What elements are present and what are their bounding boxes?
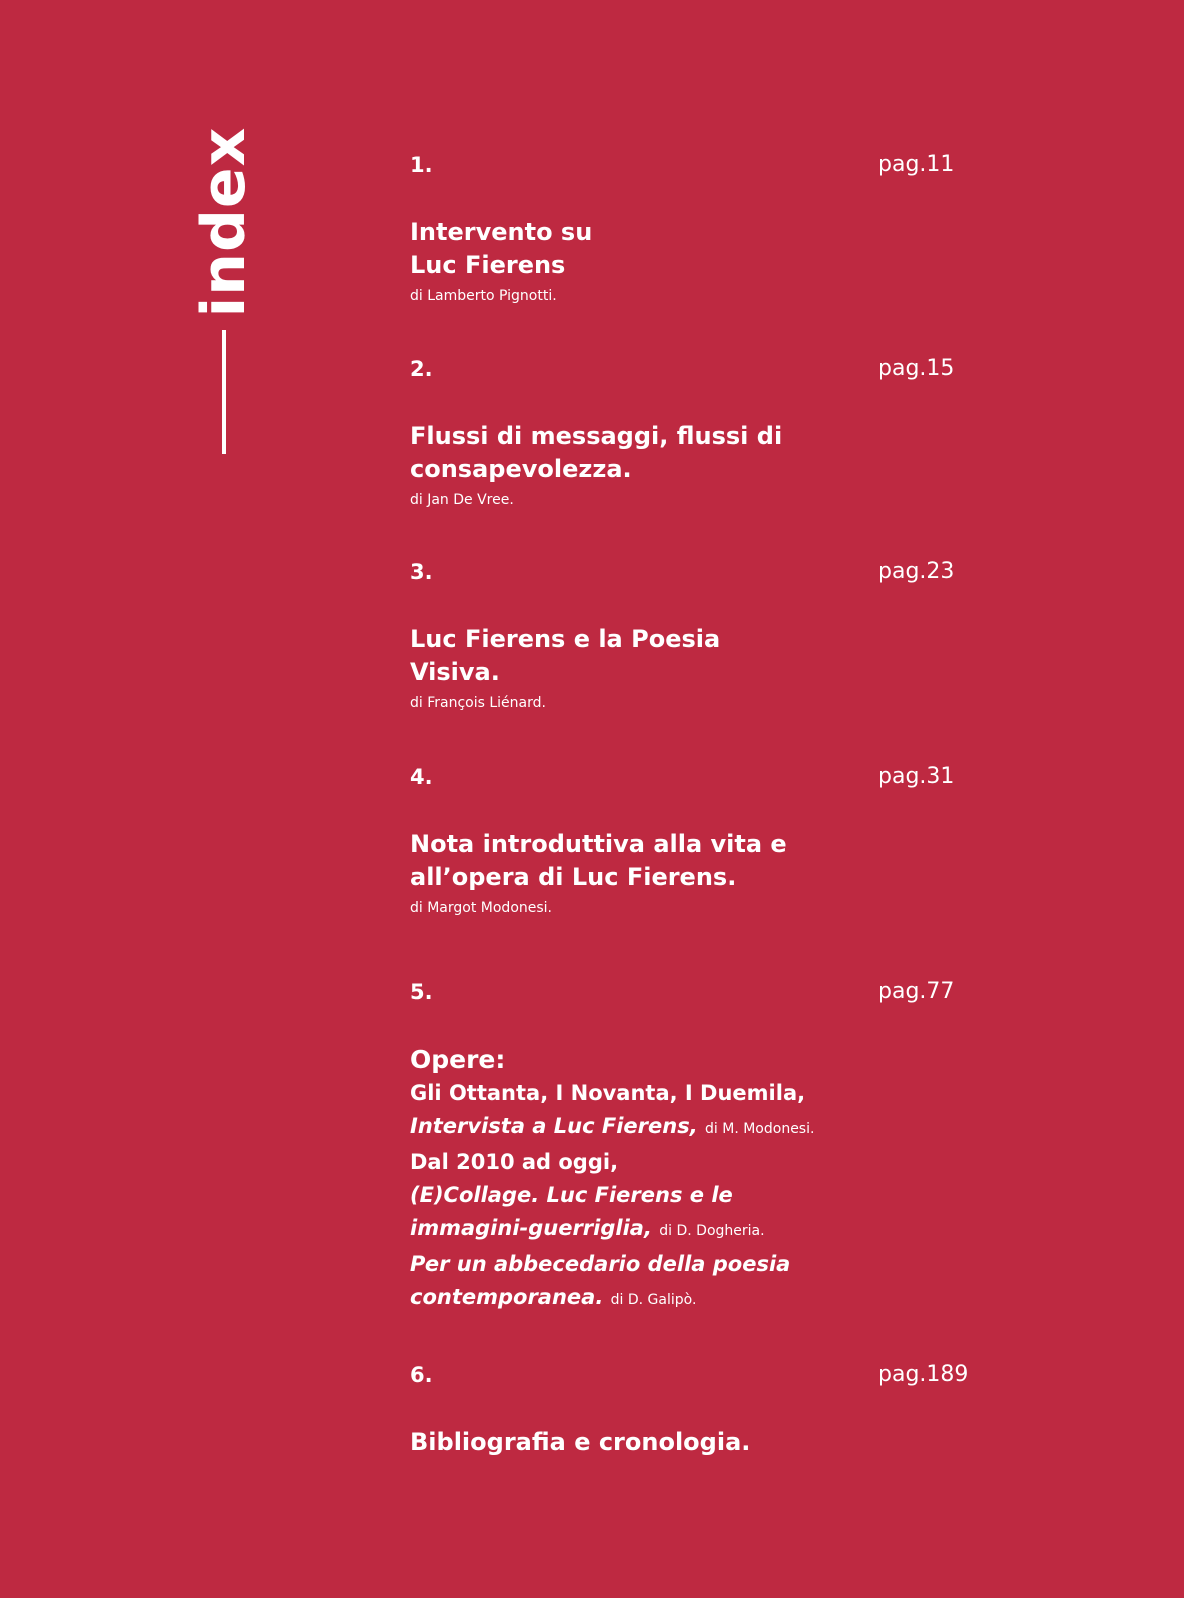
entry-page-number: pag.23 <box>878 559 955 584</box>
entry-page-number: pag.15 <box>878 356 955 381</box>
opere-line: Gli Ottanta, I Novanta, I Duemila, <box>410 1081 806 1105</box>
index-heading: index <box>189 126 259 318</box>
opere-heading: Opere: <box>410 1045 506 1074</box>
opere-line: Dal 2010 ad oggi, <box>410 1150 619 1174</box>
entry-author: di François Liénard. <box>410 695 546 711</box>
entry-title-line: consapevolezza. <box>410 455 632 483</box>
entry-title <box>410 828 790 918</box>
opere-list <box>410 1077 815 1317</box>
entry-author: di Margot Modonesi. <box>410 900 553 916</box>
entry-number: 5. <box>410 980 433 1004</box>
entry-title-line: all’opera di Luc Fierens. <box>410 863 737 891</box>
opere-line <box>410 1110 815 1146</box>
entry-title-line: Luc Fierens <box>410 251 566 279</box>
entry-page-number: pag.77 <box>878 979 955 1004</box>
opere-work-title: (E)Collage. <box>410 1183 540 1207</box>
opere-line <box>410 1248 790 1281</box>
entry-author: di D. Dogheria. <box>659 1223 765 1239</box>
entry-title <box>410 216 790 306</box>
entry-number: 1. <box>410 153 433 177</box>
opere-line <box>410 1179 790 1212</box>
entry-number: 3. <box>410 560 433 584</box>
entry-title <box>410 1043 815 1317</box>
opere-work-title: e le <box>689 1183 733 1207</box>
opere-work-title: contemporanea. <box>410 1285 604 1309</box>
vertical-divider <box>222 330 226 454</box>
entry-title-line: Flussi di messaggi, flussi di <box>410 422 783 450</box>
opere-line <box>410 1281 790 1317</box>
opere-work-title: Luc Fierens <box>546 1183 683 1207</box>
entry-author: di D. Galipò. <box>610 1292 697 1308</box>
entry-title <box>410 1426 790 1459</box>
entry-author: di Lamberto Pignotti. <box>410 288 557 304</box>
opere-work-title: Intervista a Luc Fierens, <box>410 1114 698 1138</box>
entry-title-line: Luc Fierens e la Poesia <box>410 625 721 653</box>
entry-title <box>410 623 790 713</box>
entry-page-number: pag.11 <box>878 152 955 177</box>
entry-number: 4. <box>410 765 433 789</box>
entry-author: di M. Modonesi. <box>705 1121 815 1137</box>
entry-title-line: Visiva. <box>410 658 500 686</box>
entry-page-number: pag.31 <box>878 764 955 789</box>
entry-title-line: Intervento su <box>410 218 593 246</box>
opere-work-title: immagini-guerriglia, <box>410 1216 652 1240</box>
opere-work-title: Per un abbecedario della poesia <box>410 1252 791 1276</box>
entry-number: 6. <box>410 1363 433 1387</box>
entry-author: di Jan De Vree. <box>410 492 514 508</box>
entry-page-number: pag.189 <box>878 1362 969 1387</box>
entry-number: 2. <box>410 357 433 381</box>
entry-title-line: Nota introduttiva alla vita e <box>410 830 787 858</box>
opere-line <box>410 1212 790 1248</box>
entry-title <box>410 420 790 510</box>
entry-title-line: Bibliografia e cronologia. <box>410 1428 751 1456</box>
